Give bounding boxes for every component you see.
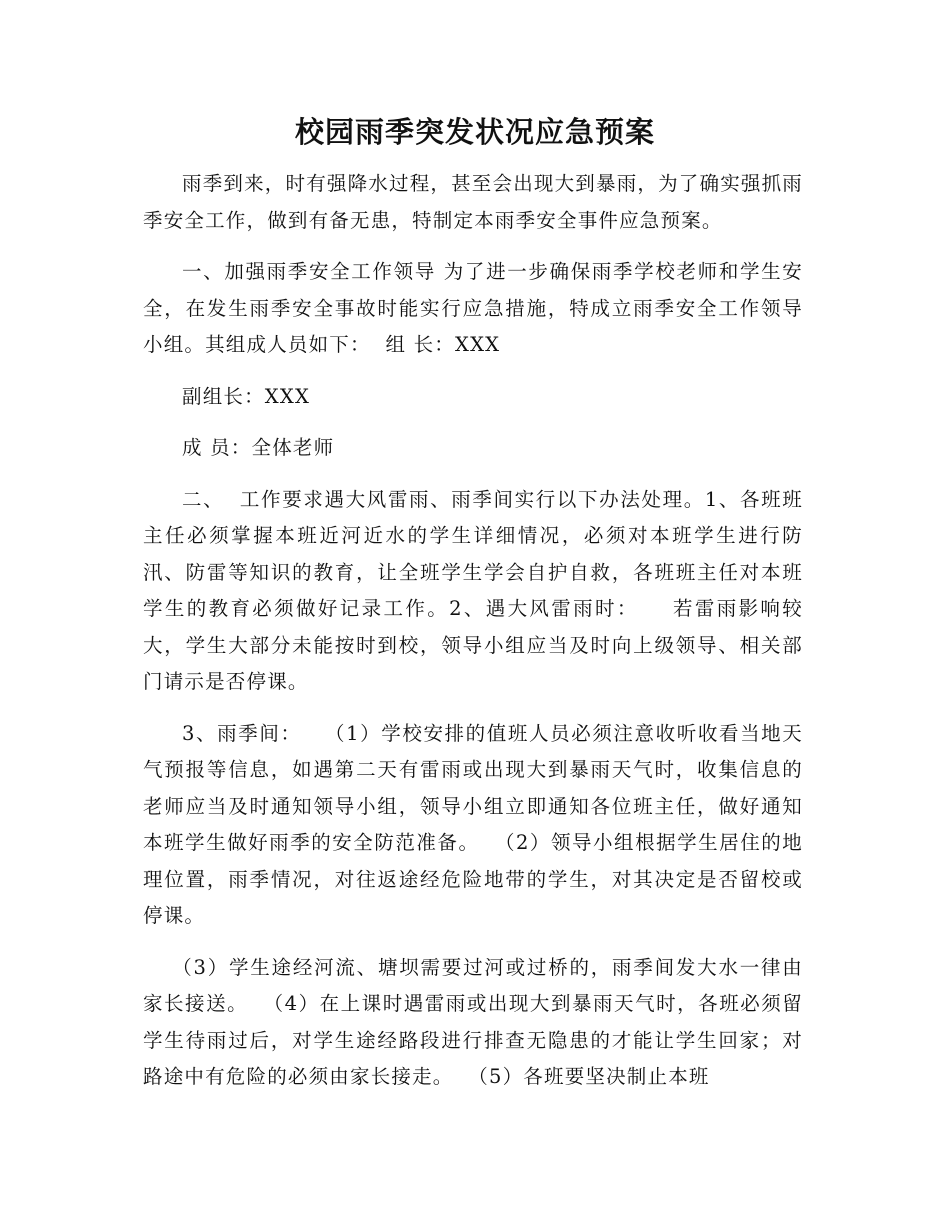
paragraph-deputy-leader: 副组长：XXX: [182, 384, 311, 408]
paragraph-section-one: 一、加强雨季安全工作领导 为了进一步确保雨季学校老师和学生安全，在发生雨季安全事故时能实行应急措施，特成立雨季安全工作领导小组。其组成人员如下： 组 长：XXX: [143, 260, 803, 356]
paragraph-intro: 雨季到来，时有强降水过程，甚至会出现大到暴雨，为了确实强抓雨季安全工作，做到有备无患，特制定本雨季安全事件应急预案。: [143, 172, 804, 232]
paragraph-section-two: 二、 工作要求遇大风雷雨、雨季间实行以下办法处理。1、各班班主任必须掌握本班近河近水的学生详细情况，必须对本班学生进行防汛、防雷等知识的教育，让全班学生学会自护自救，各班班主任对本班学生的教育必须做好记录工作。2、遇大风雷雨时： 若雷雨影响较大，学生大部分未能按时到校，领导小组应当及时向上级领导、相关部门请示是否停课。: [143, 487, 803, 693]
paragraph-measures: （3）学生途经河流、塘坝需要过河或过桥的，雨季间发大水一律由家长接送。 （4）在上课时遇雷雨或出现大到暴雨天气时，各班必须留学生待雨过后，对学生途经路段进行排查无隐患的才能让学生回家；对路途中有危险的必须由家长接走。 （5）各班要坚决制止本班: [143, 955, 803, 1088]
paragraph-rainy-season: 3、雨季间： （1）学校安排的值班人员必须注意收听收看当地天气预报等信息，如遇第二天有雷雨或出现大到暴雨天气时，收集信息的老师应当及时通知领导小组，领导小组立即通知各位班主任，做好通知本班学生做好雨季的安全防范准备。 （2）领导小组根据学生居住的地理位置，雨季情况，对往返途经危险地带的学生，对其决定是否留校或停课。: [143, 721, 803, 927]
document-body: [143, 166, 803, 1111]
document-title: 校园雨季突发状况应急预案: [294, 115, 655, 149]
paragraph-members: 成 员：全体老师: [182, 436, 335, 459]
